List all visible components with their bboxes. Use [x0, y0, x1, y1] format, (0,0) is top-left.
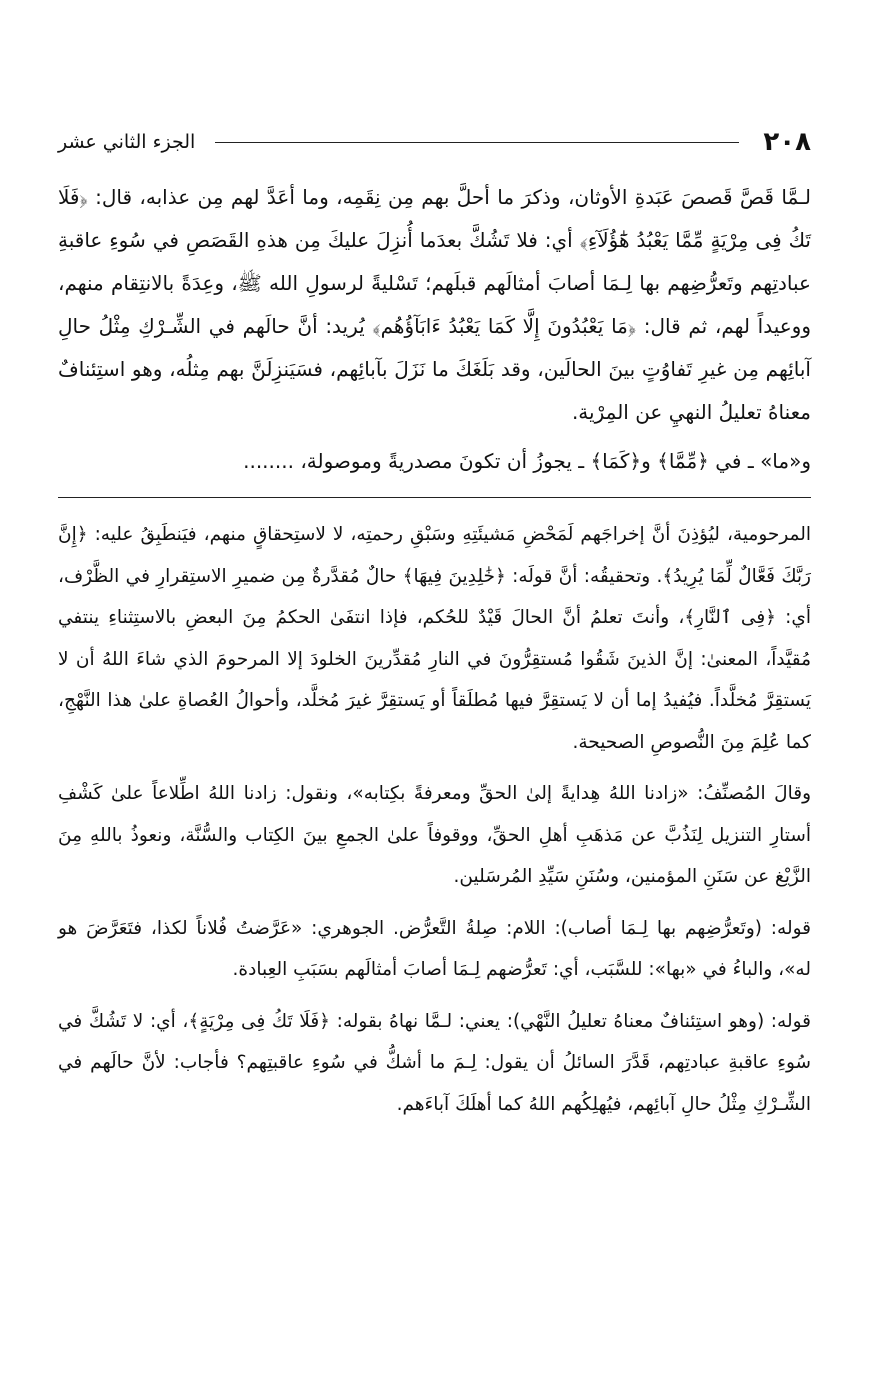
commentary-paragraph: قوله: (وهو استِئنافٌ معناهُ تعليلُ النَّهْي): يعني: لـمَّا نهاهُ بقوله: ﴿فَلَا تَكُ فِى مِرْيَةٍ﴾، أي: لا تَشُكَّ في سُوءِ عاقبةِ عبادتِهم، قَدَّرَ السائلُ أن يقول: لِـمَ ما أشكُّ في سُوءِ عاقبتِهم؟ فأجاب: لأنَّ حالَهم في الشِّـرْكِ مِثْلُ حالِ آبائِهم، فيُهلِكُهم اللهُ كما أهلَكَ آباءَهم.: [58, 1010, 811, 1115]
part-title: الجزء الثاني عشر: [58, 131, 196, 153]
section-separator: [58, 497, 811, 498]
commentary-text: [58, 514, 811, 1125]
page-number: ٢٠٨: [763, 127, 811, 157]
running-header: [58, 118, 811, 166]
main-paragraph: و«ما» ـ في ﴿مِّمَّا﴾ و﴿كَمَا﴾ ـ يجوزُ أن تكونَ مصدريةً وموصولة، ........: [243, 449, 811, 473]
commentary-paragraph: قوله: (وتَعرُّضِهم بها لِـمَا أصاب): اللام: صِلةُ التَّعرُّض. الجوهري: «عَرَّضتُ فُلاناً لكذا، فتَعَرَّضَ هو له»، والباءُ في «بها»: للسَّبَب، أي: تَعرُّضهم لِـمَا أصابَ أمثالَهم بسَبَبِ العِبادة.: [58, 917, 811, 980]
main-paragraph: لـمَّا قَصَّ قَصصَ عَبَدةِ الأوثان، وذكرَ ما أحلَّ بهم مِن نِقَمِه، وما أعَدَّ لهم مِن عذابه، قال: ﴿فَلَا تَكُ فِى مِرْيَةٍ مِّمَّا يَعْبُدُ هَٰٓؤُلَآءِ﴾ أي: فلا تَشُكَّ بعدَما أُنزِلَ عليكَ مِن هذهِ القَصَصِ في سُوءِ عاقبةِ عبادتِهم وتَعرُّضِهم بها لِـمَا أصابَ أمثالَهم قبلَهم؛ تَسْليةً لرسولِ الله ﷺ، وعِدَةً بالانتِقام منهم، ووعيداً لهم، ثم قال: ﴿مَا يَعْبُدُونَ إِلَّا كَمَا يَعْبُدُ ءَابَآؤُهُم﴾ يُريد: أنَّ حالَهم في الشِّـرْكِ مِثْلُ حالِ آبائِهم مِن غيرِ تَفاوُتٍ بينَ الحالَين، وقد بَلَغَكَ ما نَزَلَ بآبائِهم، فسَيَنزِلَنَّ بهم مِثلُه، وهو استِئنافٌ معناهُ تعليلُ النهيِ عن المِرْية.: [58, 185, 811, 424]
commentary-paragraph: المرحومية، ليُؤذِنَ أنَّ إخراجَهم لَمَحْضِ مَشيئَتِهِ وسَبْقِ رحمتِه، لا لاستِحقاقٍ منهم، فيَنطَبِقُ عليه: ﴿إِنَّ رَبَّكَ فَعَّالٌ لِّمَا يُرِيدُ﴾. وتحقيقُه: أنَّ قولَه: ﴿خَٰلِدِينَ فِيهَا﴾ حالٌ مُقدَّرةٌ مِن ضميرِ الاستِقرارِ في الظَّرْف، أي: ﴿فِى ٱلنَّارِ﴾، وأنتَ تعلمُ أنَّ الحالَ قَيْدٌ للحُكم، فإذا انتفَىٰ الحكمُ مِنَ البعضِ بالاستِثناءِ ينتفي مُقيَّداً، المعنىٰ: إنَّ الذينَ شَقُوا مُستقِرُّونَ في النارِ مُقدِّرينَ الخلودَ إلا المرحومَ الذي شاءَ اللهُ أن لا يَستقِرَّ مُخلَّداً. فيُفيدُ إما أن لا يَستقِرَّ فيها مُطلَقاً أو يَستقِرَّ غيرَ مُخلَّد، وأحوالُ العُصاةِ علىٰ هذا النَّهْجِ، كما عُلِمَ مِنَ النُّصوصِ الصحيحة.: [58, 524, 811, 753]
commentary-paragraph: وقالَ المُصنِّفُ: «زادنا اللهُ هِدايةً إلىٰ الحقِّ ومعرفةً بكِتابه»، ونقول: زادنا اللهُ اطِّلاعاً علىٰ كَشْفِ أستارِ التنزيل لِنَذُبَّ عن مَذهَبِ أهلِ الحقِّ، ووقوفاً علىٰ الجمعِ بينَ الكِتاب والسُّنَّة، ونعوذُ باللهِ مِنَ الزَّيْغ عن سَنَنِ المؤمنين، وسُنَنِ سَيِّدِ المُرسَلين.: [58, 783, 811, 887]
header-rule: [215, 142, 739, 143]
main-text: [58, 176, 811, 483]
